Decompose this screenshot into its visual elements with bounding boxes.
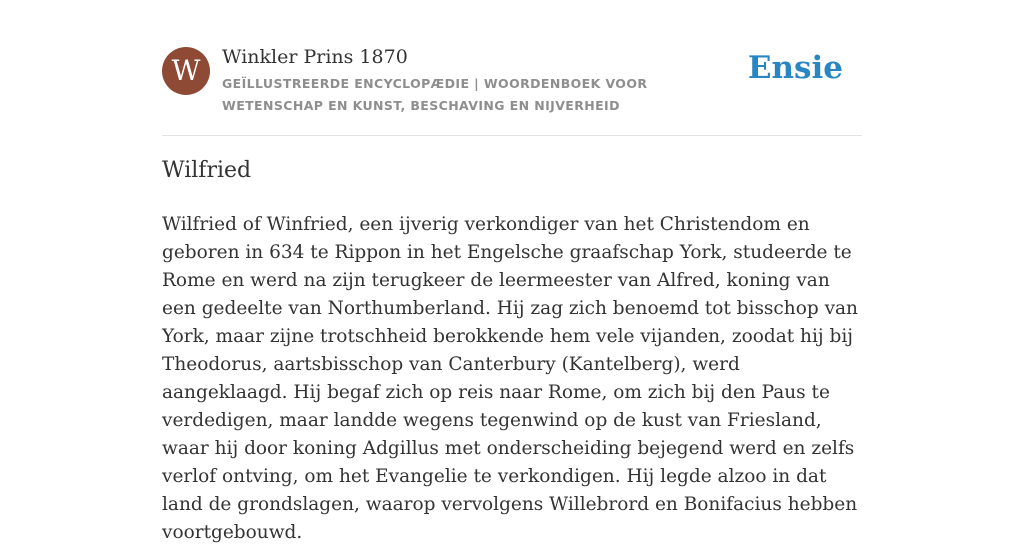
ensie-logo-link[interactable]: Ensie [747, 50, 843, 86]
source-subtitle: GEÏLLUSTREERDE ENCYCLOPÆDIE | WOORDENBOEK VOOR WETENSCHAP EN KUNST, BESCHAVING EN NIJVERHEID [222, 76, 648, 113]
header [162, 44, 862, 136]
source-avatar[interactable]: W [162, 47, 210, 95]
source-title[interactable]: Winkler Prins 1870 [222, 46, 408, 68]
entry-body: Wilfried of Winfried, een ijverig verkondiger van het Christendom en geboren in 634 te Rippon in het Engelsche graafschap York, studeerde te Rome en werd na zijn terugkeer de leermeester van Alfred, koning van een gedeelte van Northumberland. Hij zag zich benoemd tot bisschop van York, maar zijne trotschheid berokkende hem vele vijanden, zoodat hij bij Theodorus, aartsbisschop van Canterbury (Kantelberg), werd aangeklaagd. Hij begaf zich op reis naar Rome, om zich bij den Paus te verdedigen, maar landde wegens tegenwind op de kust van Friesland, waar hij door koning Adgillus met onderscheiding bejegend werd en zelfs verlof ontving, om het Evangelie te verkondigen. Hij legde alzoo in dat land de grondslagen, waarop vervolgens Willebrord en Bonifacius hebben voortgebouwd. [162, 214, 858, 543]
entry-title: Wilfried [162, 158, 252, 183]
header-divider [162, 135, 862, 136]
